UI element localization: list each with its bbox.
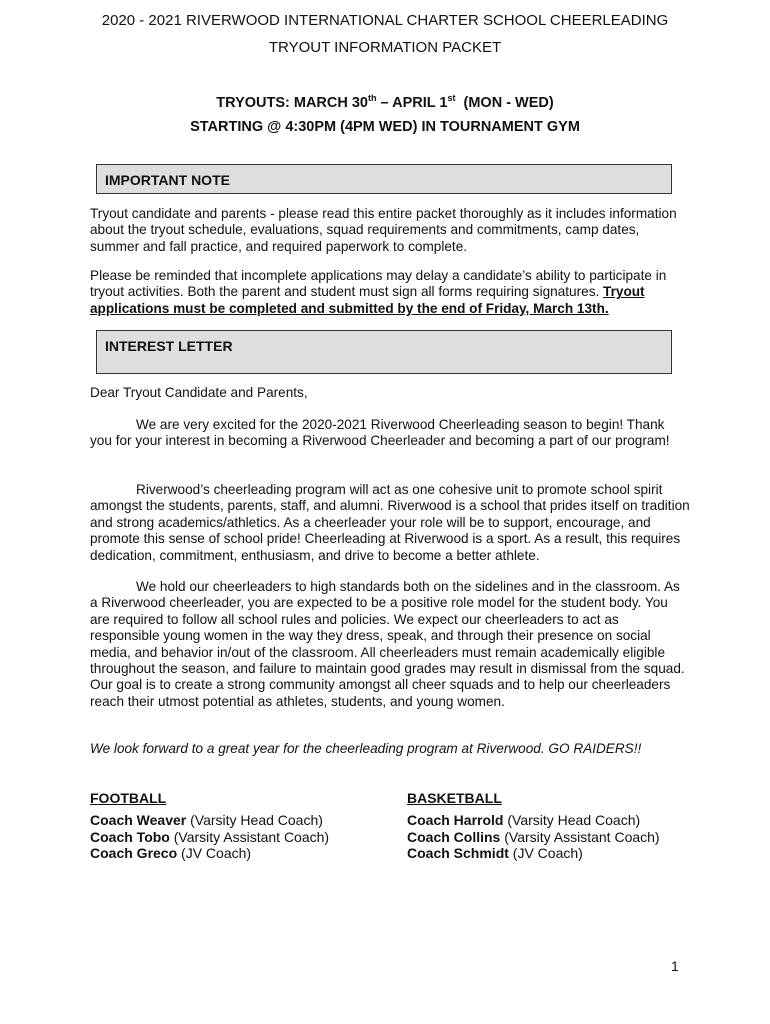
football-heading: FOOTBALL <box>90 790 167 806</box>
coach-entry <box>407 812 660 829</box>
tryout-dates-mid: – APRIL 1 <box>376 95 448 111</box>
tryout-dates <box>40 95 730 112</box>
coach-role: (Varsity Head Coach) <box>503 812 641 828</box>
coach-role: (JV Coach) <box>508 845 583 861</box>
page-number: 1 <box>671 958 679 974</box>
reminder-text: Please be reminded that incomplete applications may delay a candidate’s ability to participate in tryout activities. Both the parent and student must sign all forms requiring signatures. <box>90 268 667 300</box>
important-note-paragraph-1: Tryout candidate and parents - please read this entire packet thoroughly as it includes information about the tryout schedule, evaluations, squad requirements and commitments, camp dates, summer and fall practice, and required paperwork to complete. <box>90 206 677 254</box>
coach-entry <box>90 845 329 862</box>
interest-letter-heading <box>96 330 672 374</box>
basketball-heading: BASKETBALL <box>407 790 502 806</box>
important-note-label: IMPORTANT NOTE <box>105 172 230 188</box>
interest-letter-label: INTEREST LETTER <box>105 338 233 354</box>
title-line-2: TRYOUT INFORMATION PACKET <box>268 39 502 56</box>
coach-entry <box>407 829 660 846</box>
important-note-paragraph-2 <box>90 268 690 317</box>
application-deadline: Tryout applications must be completed and submitted by the end of Friday, March 13th. <box>90 284 645 316</box>
coach-name: Coach Tobo <box>90 828 170 845</box>
tryout-start-time: STARTING @ 4:30PM (4PM WED) IN TOURNAMENT GYM <box>190 119 580 135</box>
coach-role: (Varsity Assistant Coach) <box>169 828 330 845</box>
letter-paragraph-2: Riverwood’s cheerleading program will act as one cohesive unit to promote school spirit amongst the students, parents, staff, and alumni. Riverwood is a school that prides itself on tradition and strong academics/athletics. As a cheerleader your role will be to support, encourage, and promote this sense of school pride! Cheerleading at Riverwood is a sport. As a result, this requires dedication, commitment, enthusiasm, and drive to become a better athlete. <box>90 482 690 563</box>
letter-paragraph-3: We hold our cheerleaders to high standards both on the sidelines and in the classroom. As a Riverwood cheerleader, you are expected to be a positive role model for the student body. You are required to follow all school rules and policies. We expect our cheerleaders to act as responsible young women in the way they dress, speak, and through their presence on social media, and behavior in/out of the classroom. All cheerleaders must remain academically eligible throughout the season, and failure to maintain good grades may result in dismissal from the squad. Our goal is to create a strong community amongst all cheer squads and to help our cheerleaders reach their utmost potential as athletes, students, and young women. <box>90 579 685 709</box>
coach-entry <box>90 829 329 846</box>
coach-role: (Varsity Head Coach) <box>186 812 323 828</box>
football-coaches <box>90 812 329 862</box>
coach-name: Coach Harrold <box>407 812 504 828</box>
coach-name: Coach Schmidt <box>407 845 509 861</box>
document-title <box>40 12 730 57</box>
tryout-sup-st: st <box>447 93 456 104</box>
coach-role: (JV Coach) <box>177 845 252 861</box>
tryout-dates-prefix: TRYOUTS: MARCH 30 <box>216 95 369 111</box>
coach-name: Coach Weaver <box>90 812 187 828</box>
coach-entry <box>90 812 329 829</box>
tryout-dates-suffix: (MON - WED) <box>455 95 554 111</box>
coach-name: Coach Collins <box>407 828 501 845</box>
coach-role: (Varsity Assistant Coach) <box>500 828 660 845</box>
important-note-heading <box>96 164 672 194</box>
letter-salutation: Dear Tryout Candidate and Parents, <box>90 385 308 400</box>
tryout-sup-th: th <box>368 93 377 104</box>
coach-name: Coach Greco <box>90 845 178 861</box>
letter-closing: We look forward to a great year for the cheerleading program at Riverwood. GO RAIDERS!! <box>90 741 642 756</box>
letter-paragraph-1: We are very excited for the 2020-2021 Riverwood Cheerleading season to begin! Thank you for your interest in becoming a Riverwood Cheerleader and becoming a part of our program! <box>90 417 670 449</box>
title-line-1: 2020 - 2021 RIVERWOOD INTERNATIONAL CHARTER SCHOOL CHEERLEADING <box>101 12 669 29</box>
coach-entry <box>407 845 660 862</box>
basketball-coaches <box>407 812 660 862</box>
